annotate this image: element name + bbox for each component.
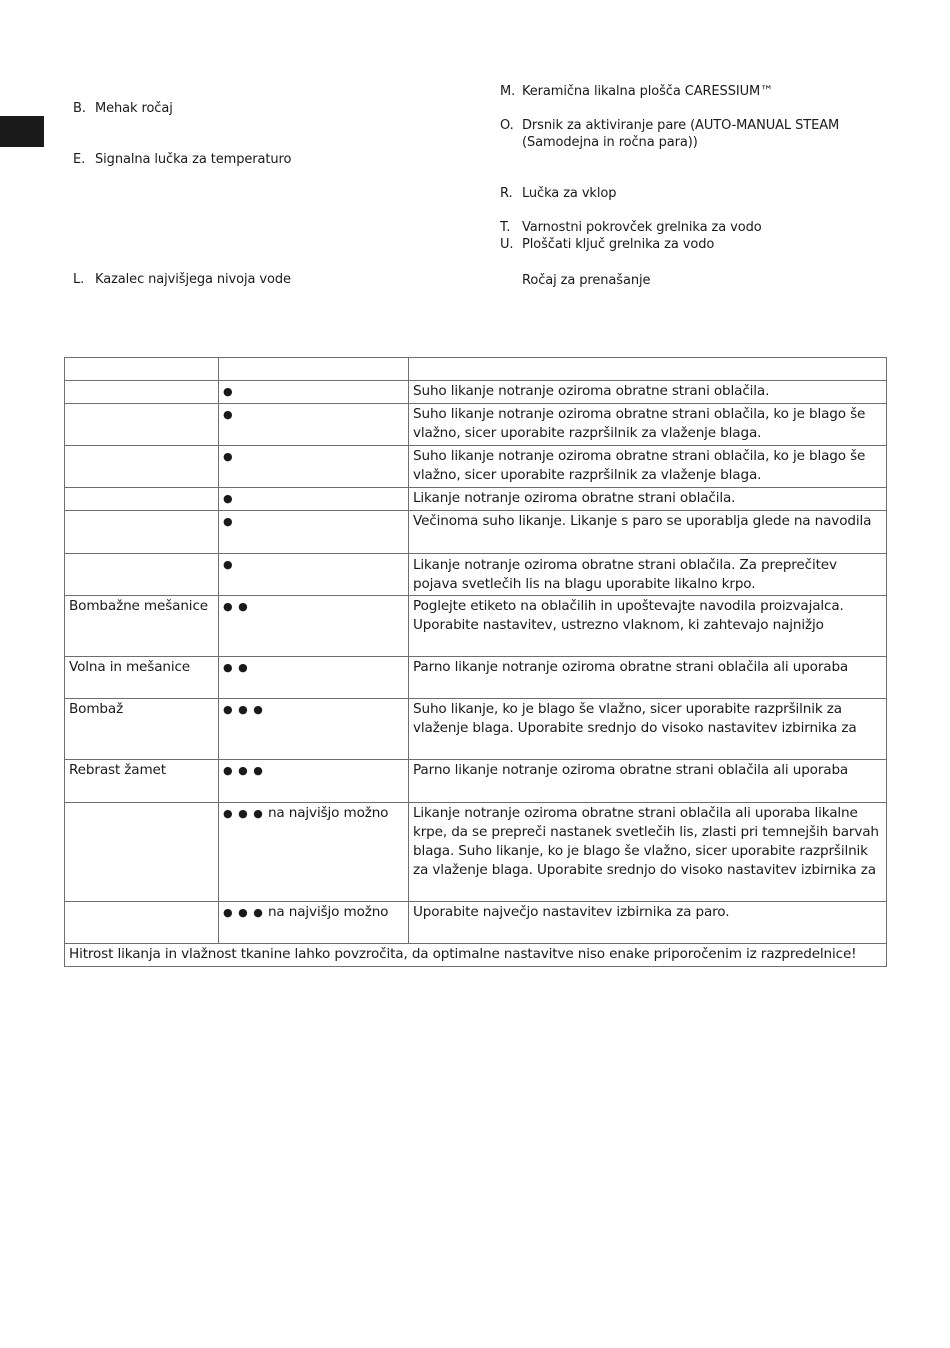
part-letter: T. (500, 220, 511, 235)
description-cell: Suho likanje notranje oziroma obratne strani oblačila, ko je blago še vlažno, sicer uporabite razpršilnik za vlaženje blaga. (409, 446, 887, 488)
table-row (65, 511, 887, 554)
part-label: Keramična likalna plošča CARESSIUM™ (522, 84, 774, 99)
temperature-dots: ● ● ● (223, 906, 264, 919)
temperature-dots: ● ● (223, 600, 249, 613)
part-letter: B. (73, 101, 86, 116)
temperature-dots: ● (223, 450, 234, 463)
fabric-cell: Rebrast žamet (65, 760, 219, 803)
temperature-setting-cell (219, 554, 409, 596)
table-header-row (65, 358, 887, 381)
temperature-dots: ● (223, 515, 234, 528)
description-cell: Poglejte etiketo na oblačilih in upoštevajte navodila proizvajalca. Uporabite nastavitev, ustrezno vlaknom, ki zahtevajo najnižjo (409, 596, 887, 657)
fabric-cell (65, 803, 219, 902)
fabric-cell (65, 554, 219, 596)
table-row (65, 404, 887, 446)
table-row (65, 699, 887, 760)
temperature-setting-cell (219, 404, 409, 446)
description-cell: Suho likanje, ko je blago še vlažno, sicer uporabite razpršilnik za vlaženje blaga. Uporabite srednjo do visoko nastavitev izbirnika za (409, 699, 887, 760)
temperature-setting-cell (219, 511, 409, 554)
part-label: Ročaj za prenašanje (522, 273, 651, 288)
fabric-cell: Bombažne mešanice (65, 596, 219, 657)
fabric-cell: Bombaž (65, 699, 219, 760)
setting-suffix: na najvišjo možno (267, 805, 389, 821)
part-letter: R. (500, 186, 513, 201)
description-cell: Likanje notranje oziroma obratne strani oblačila ali uporaba likalne krpe, da se prepreči nastanek svetlečih lis, zlasti pri temnejših barvah blaga. Suho likanje, ko je blago še vlažno, sicer uporabite razpršilnik za vlaženje blaga. Uporabite srednjo do visoko nastavitev izbirnika za (409, 803, 887, 902)
temperature-setting-cell (219, 657, 409, 699)
part-label: Varnostni pokrovček grelnika za vodo (522, 220, 762, 235)
temperature-dots: ● ● ● (223, 764, 264, 777)
table-row (65, 902, 887, 944)
header-cell-fabric (65, 358, 219, 381)
ironing-guide-table (64, 357, 887, 967)
part-label: Lučka za vklop (522, 186, 617, 201)
table-row (65, 554, 887, 596)
temperature-dots: ● (223, 408, 234, 421)
description-cell: Parno likanje notranje oziroma obratne strani oblačila ali uporaba (409, 760, 887, 803)
temperature-dots: ● (223, 385, 234, 398)
part-label: Kazalec najvišjega nivoja vode (95, 272, 291, 287)
fabric-cell (65, 446, 219, 488)
table-footer-row (65, 944, 887, 967)
temperature-dots: ● ● (223, 661, 249, 674)
header-cell-description (409, 358, 887, 381)
table-row (65, 760, 887, 803)
header-cell-setting (219, 358, 409, 381)
fabric-cell: Volna in mešanice (65, 657, 219, 699)
table-row (65, 488, 887, 511)
table-row (65, 446, 887, 488)
part-letter: L. (73, 272, 85, 287)
temperature-setting-cell (219, 488, 409, 511)
description-cell: Likanje notranje oziroma obratne strani oblačila. (409, 488, 887, 511)
description-cell: Suho likanje notranje oziroma obratne strani oblačila, ko je blago še vlažno, sicer uporabite razpršilnik za vlaženje blaga. (409, 404, 887, 446)
fabric-cell (65, 511, 219, 554)
temperature-setting-cell (219, 902, 409, 944)
table-row (65, 657, 887, 699)
part-label-continued: (Samodejna in ročna para)) (522, 135, 698, 150)
part-label: Drsnik za aktiviranje pare (AUTO-MANUAL STEAM (522, 118, 840, 133)
fabric-cell (65, 902, 219, 944)
table-footer-note: Hitrost likanja in vlažnost tkanine lahko povzročita, da optimalne nastavitve niso enake priporočenim iz razpredelnice! (65, 944, 887, 967)
table-row (65, 381, 887, 404)
table-row (65, 803, 887, 902)
temperature-dots: ● ● ● (223, 807, 264, 820)
fabric-cell (65, 404, 219, 446)
description-cell: Suho likanje notranje oziroma obratne strani oblačila. (409, 381, 887, 404)
table-row (65, 596, 887, 657)
temperature-dots: ● ● ● (223, 703, 264, 716)
temperature-setting-cell (219, 760, 409, 803)
temperature-setting-cell (219, 446, 409, 488)
language-tab-marker (0, 116, 44, 147)
part-letter: O. (500, 118, 514, 133)
fabric-cell (65, 488, 219, 511)
part-label: Mehak ročaj (95, 101, 173, 116)
temperature-setting-cell (219, 596, 409, 657)
temperature-dots: ● (223, 558, 234, 571)
part-label: Ploščati ključ grelnika za vodo (522, 237, 715, 252)
part-letter: E. (73, 152, 86, 167)
temperature-setting-cell (219, 699, 409, 760)
description-cell: Parno likanje notranje oziroma obratne strani oblačila ali uporaba (409, 657, 887, 699)
temperature-setting-cell (219, 803, 409, 902)
part-letter: U. (500, 237, 514, 252)
temperature-setting-cell (219, 381, 409, 404)
temperature-dots: ● (223, 492, 234, 505)
description-cell: Likanje notranje oziroma obratne strani oblačila. Za preprečitev pojava svetlečih lis na blagu uporabite likalno krpo. (409, 554, 887, 596)
description-cell: Uporabite največjo nastavitev izbirnika za paro. (409, 902, 887, 944)
part-letter: M. (500, 84, 516, 99)
setting-suffix: na najvišjo možno (267, 904, 389, 920)
part-label: Signalna lučka za temperaturo (95, 152, 292, 167)
description-cell: Večinoma suho likanje. Likanje s paro se uporablja glede na navodila (409, 511, 887, 554)
fabric-cell (65, 381, 219, 404)
